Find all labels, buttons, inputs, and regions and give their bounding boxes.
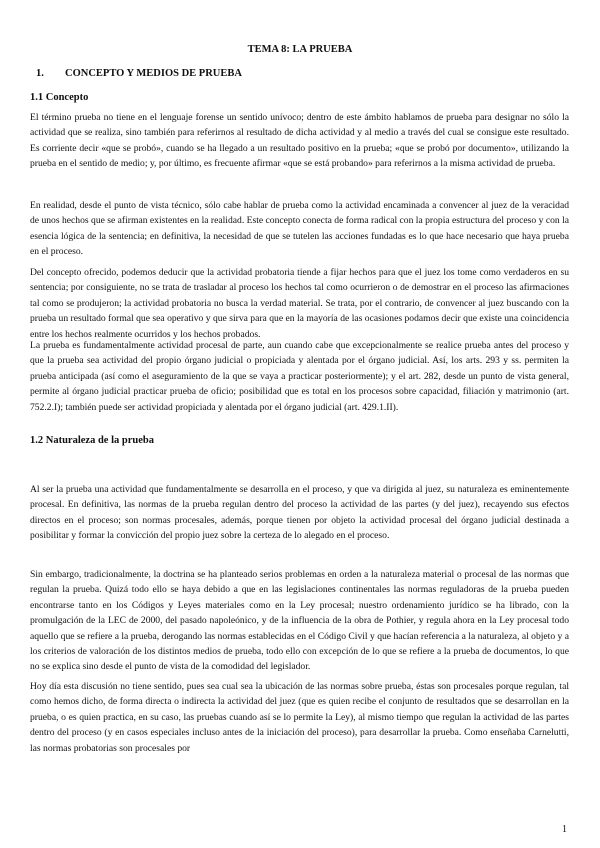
- document-title: TEMA 8: LA PRUEBA: [247, 44, 353, 55]
- subsection-heading-concepto: 1.1 Concepto: [30, 92, 89, 103]
- page-number: 1: [562, 824, 567, 835]
- paragraph: Al ser la prueba una actividad que fundamentalmente se desarrolla en el proceso, y que va dirigida al juez, su naturaleza es eminentemente procesal. En definitiva, las normas de la prueba regulan dentro del proceso la actividad de las partes (y del juez), recayendo sus efectos directos en el proceso; son normas procesales, además, porque tienen por objeto la actividad procesal del órgano judicial destinada a posibilitar y formar la convicción del propio juez sobre la certeza de lo alegado en el proceso.: [30, 484, 569, 542]
- subsection-heading-naturaleza: 1.2 Naturaleza de la prueba: [30, 435, 154, 446]
- paragraph: Sin embargo, tradicionalmente, la doctrina se ha planteado serios problemas en orden a la naturaleza material o procesal de las normas que regulan la prueba. Quizá todo ello se haya debido a que en las legislaciones continentales las normas reguladoras de la prueba pueden encontrarse tanto en los Códigos y Leyes materiales como en la Ley procesal; nuestro ordenamiento jurídico se ha librado, con la promulgación de la LEC de 2000, del pasado napoleónico, y de la influencia de la obra de Pothier, y regula ahora en la Ley procesal todo aquello que se refiere a la prueba, derogando las normas establecidas en el Código Civil y que hacían referencia a la naturaleza, al objeto y a los criterios de valoración de los distintos medios de prueba, todo ello con excepción de lo que se refiere a la prueba de documentos, lo que no se explica sino desde el punto de vista de la comodidad del legislador.: [30, 569, 569, 673]
- paragraph: En realidad, desde el punto de vista técnico, sólo cabe hablar de prueba como la actividad encaminada a convencer al juez de la veracidad de unos hechos que se afirman existentes en la realidad. Este concepto conecta de forma radical con la propia estructura del proceso y con la esencia lógica de la sentencia; en definitiva, la necesidad de que se tutelen las acciones fundadas es lo que hace necesario que haya prueba en el proceso.: [30, 200, 569, 258]
- section-title: CONCEPTO Y MEDIOS DE PRUEBA: [65, 68, 242, 79]
- paragraph: La prueba es fundamentalmente actividad procesal de parte, aun cuando cabe que excepcionalmente se realice prueba antes del proceso y que la prueba sea actividad del propio órgano judicial o propiciada y alentada por el órgano judicial. Así, los arts. 293 y ss. permiten la prueba anticipada (así como el aseguramiento de la que se vaya a practicar posteriormente); y el art. 282, desde un punto de vista general, permite al órgano judicial practicar prueba de oficio; posibilidad que es total en los procesos sobre capacidad, filiación y matrimonio (art. 752.2.I); también puede ser actividad propiciada y alentada por el órgano judicial (art. 429.1.II).: [30, 340, 569, 413]
- paragraph: El término prueba no tiene en el lenguaje forense un sentido unívoco; dentro de este ámbito hablamos de prueba para designar no sólo la actividad que se realiza, sino también para referirnos al resultado de dicha actividad y al medio a través del cual se consigue este resultado. Es corriente decir «que se probó», cuando se ha llegado a un resultado positivo en la prueba; «que se probó por documento», utilizando la prueba en el sentido de medio; y, por último, es frecuente afirmar «que se está probando» para referirnos a la misma actividad de prueba.: [30, 112, 569, 170]
- section-number: 1.: [36, 68, 44, 79]
- section-heading: [36, 68, 242, 79]
- paragraph: Hoy día esta discusión no tiene sentido, pues sea cual sea la ubicación de las normas sobre prueba, éstas son procesales porque regulan, tal como hemos dicho, de forma directa o indirecta la actividad del juez (que es quien recibe el conjunto de resultados que se desarrollan en la prueba, o es quien practica, en su caso, las pruebas cuando así se lo permite la Ley), al mismo tiempo que regulan la actividad de las partes dentro del proceso (y en casos especiales incluso antes de la iniciación del proceso), para desarrollar la prueba. Como enseñaba Carnelutti, las normas probatorias son procesales por: [30, 681, 569, 754]
- paragraph: Del concepto ofrecido, podemos deducir que la actividad probatoria tiende a fijar hechos para que el juez los tome como verdaderos en su sentencia; por consiguiente, no se trata de trasladar al proceso los hechos tal como ocurrieron o de demostrar en el proceso las afirmaciones tal como se produjeron; la actividad probatoria no busca la verdad material. Se trata, por el contrario, de convencer al juez buscando con la prueba un resultado formal que sea operativo y que sirva para que en la mayoría de las ocasiones podamos decir que existe una coincidencia entre los hechos realmente ocurridos y los hechos probados.: [30, 267, 569, 340]
